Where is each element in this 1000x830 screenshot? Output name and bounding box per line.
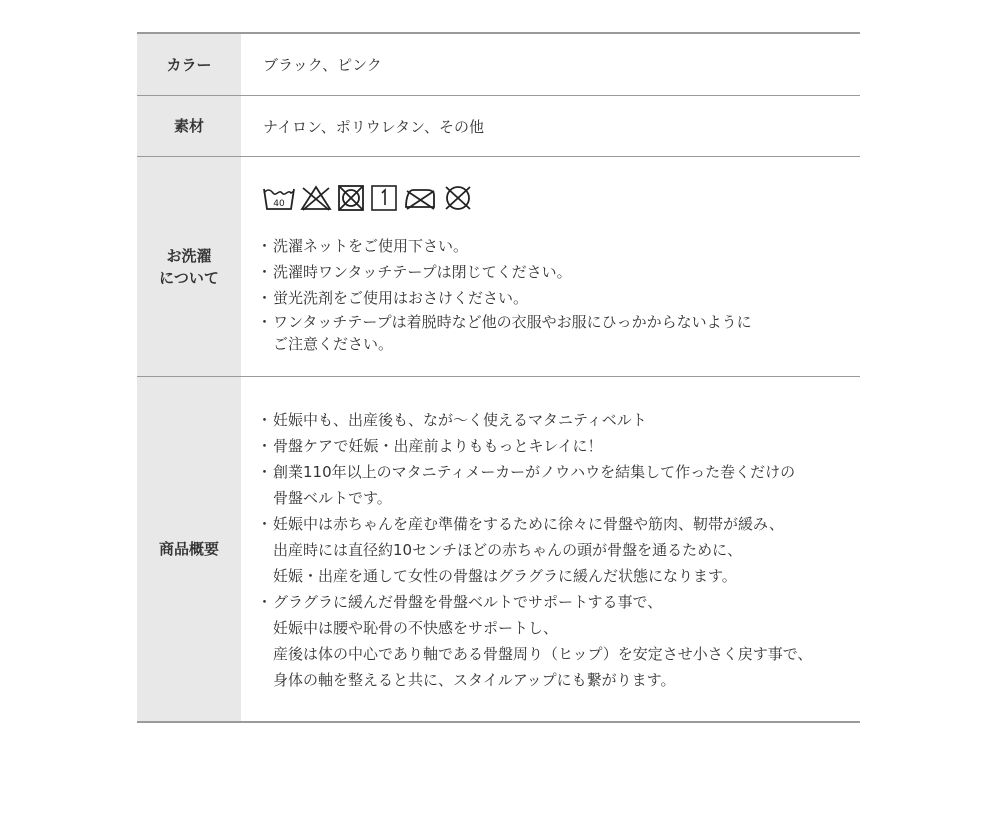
spec-row-material xyxy=(137,96,860,157)
wash-instruction-item: ・ 洗濯時ワンタッチテープは閉じてください。 xyxy=(263,259,860,285)
overview-item: ・ 妊娠中も、出産後も、なが〜く使えるマタニティベルト xyxy=(263,407,860,433)
no-tumble-dry-icon xyxy=(337,185,365,211)
row-value-material: ナイロン、ポリウレタン、その他 xyxy=(263,117,484,136)
row-label-material: 素材 xyxy=(137,96,241,156)
row-value-color: ブラック、ピンク xyxy=(263,56,382,74)
wash-temp-label: 40 xyxy=(273,199,285,209)
overview-item: ・ 骨盤ケアで妊娠・出産前よりももっとキレイに！ xyxy=(263,433,860,459)
spec-row-wash xyxy=(137,157,860,377)
overview-item: ・ グラグラに緩んだ骨盤を骨盤ベルトでサポートする事で、 妊娠中は腰や恥骨の不快感をサポートし、 産後は体の中心であり軸である骨盤周り（ヒップ）を安定させ小さく戻す事で、 身体の軸を整えると共に、スタイルアップにも繋がります。 xyxy=(263,589,860,693)
wash-instruction-item: ・ 洗濯ネットをご使用下さい。 xyxy=(263,233,860,259)
spec-row-color xyxy=(137,34,860,96)
wash-instructions-list xyxy=(263,233,860,355)
no-bleach-icon xyxy=(300,185,332,211)
wash-40-icon xyxy=(263,185,295,211)
line-dry-icon xyxy=(370,185,398,211)
row-label-color: カラー xyxy=(137,34,241,95)
overview-item: ・ 妊娠中は赤ちゃんを産む準備をするために徐々に骨盤や筋肉、靭帯が緩み、 出産時には直径約10センチほどの赤ちゃんの頭が骨盤を通るために、 妊娠・出産を通して女性の骨盤はグラグラに緩んだ状態になります。 xyxy=(263,511,860,589)
row-value-wash xyxy=(241,157,860,376)
care-icons xyxy=(263,183,860,213)
no-iron-icon xyxy=(403,185,437,211)
spec-row-overview xyxy=(137,377,860,721)
wash-instruction-item: ・ 蛍光洗剤をご使用はおさけください。 xyxy=(263,285,860,311)
no-dry-clean-icon xyxy=(442,185,474,211)
row-value-overview xyxy=(241,377,860,721)
overview-list xyxy=(263,407,860,693)
row-label-overview: 商品概要 xyxy=(137,377,241,721)
overview-item: ・ 創業110年以上のマタニティメーカーがノウハウを結集して作った巻くだけの 骨盤ベルトです。 xyxy=(263,459,860,511)
wash-instruction-item: ・ ワンタッチテープは着脱時など他の衣服やお服にひっかからないように ご注意ください。 xyxy=(263,311,860,355)
row-label-wash: お洗濯 について xyxy=(137,157,241,376)
spec-table xyxy=(137,32,860,723)
